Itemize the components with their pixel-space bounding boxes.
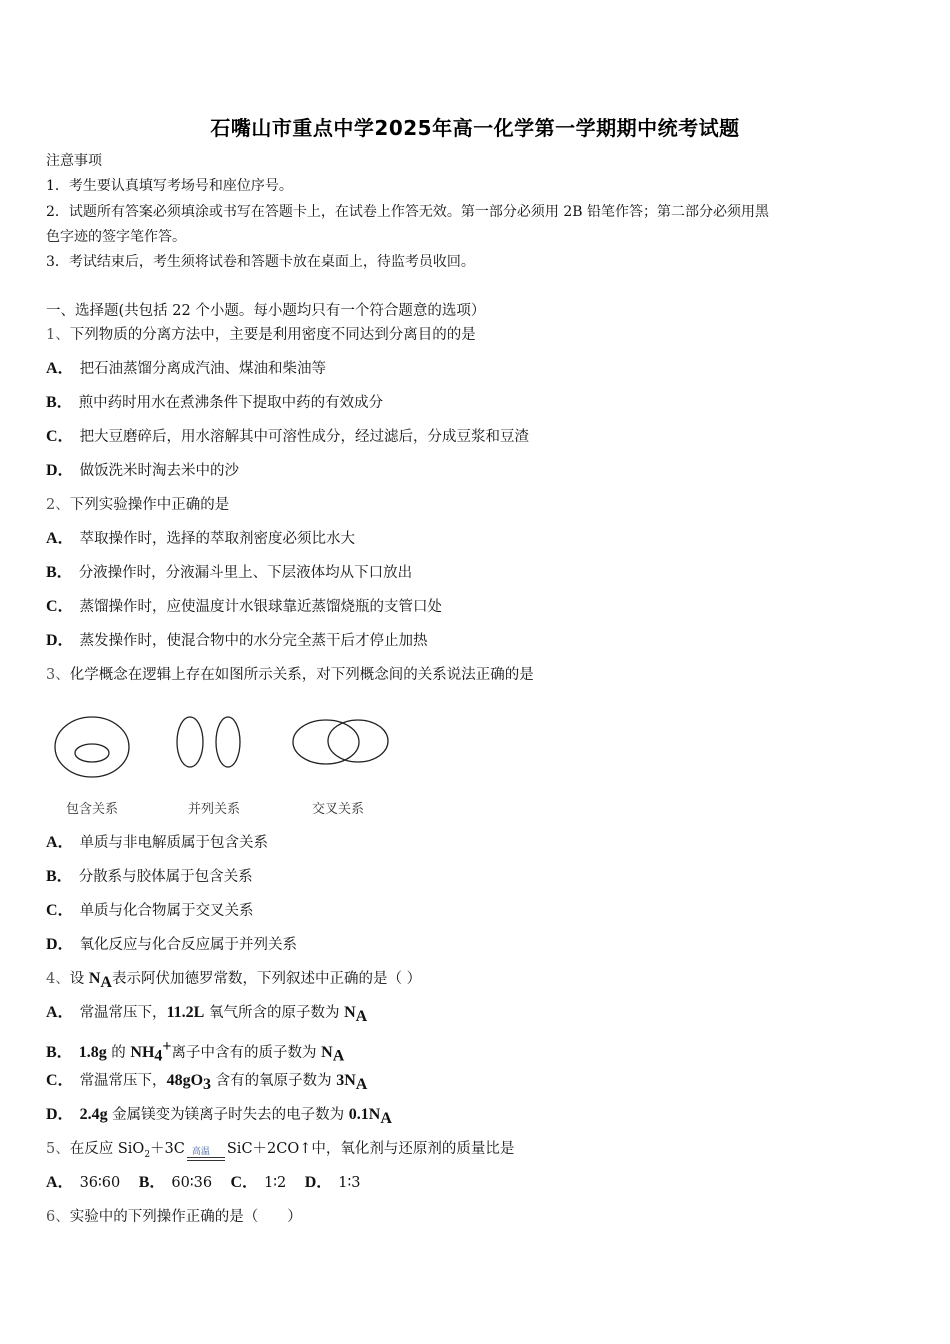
q4-option-d[interactable]: D． 2.4g 金属镁变为镁离子时失去的电子数为 $0.1N_A$: [46, 1106, 392, 1127]
question-4-stem: 4、设 $N_A$表示阿伏加德罗常数，下列叙述中正确的是（ ）: [46, 970, 422, 991]
q2-option-b[interactable]: B． 分液操作时，分液漏斗里上、下层液体均从下口放出: [46, 564, 413, 581]
notes-item: 色字迹的签字笔作答。: [46, 229, 186, 245]
notes-item: 3．考试结束后，考生须将试卷和答题卡放在桌面上，待监考员收回。: [46, 254, 475, 270]
q4-option-b[interactable]: B． 1.8g 的 $NH_4^+$离子中含有的质子数为 $N_A$: [46, 1038, 345, 1065]
q1-option-b[interactable]: B． 煎中药时用水在煮沸条件下提取中药的有效成分: [46, 394, 384, 411]
section-heading: 一、选择题(共包括 22 个小题。每小题均只有一个符合题意的选项）: [46, 303, 486, 319]
relation-ellipses-icon: [46, 710, 406, 795]
q2-option-c[interactable]: C． 蒸馏操作时，应使温度计水银球靠近蒸馏烧瓶的支管口处: [46, 598, 443, 615]
q5-option-c[interactable]: C． 1∶2: [230, 1174, 287, 1191]
question-1-stem: 1、下列物质的分离方法中，主要是利用密度不同达到分离目的的是: [46, 327, 476, 343]
q3-option-d[interactable]: D． 氧化反应与化合反应属于并列关系: [46, 936, 298, 953]
q3-option-c[interactable]: C． 单质与化合物属于交叉关系: [46, 902, 254, 919]
q2-option-a[interactable]: A． 萃取操作时，选择的萃取剂密度必须比水大: [46, 530, 356, 547]
page-title: 石嘴山市重点中学2025年高一化学第一学期期中统考试题: [210, 116, 740, 140]
relation-diagram: [46, 710, 406, 815]
diagram-label-parallel: 并列关系: [188, 802, 241, 817]
q1-option-d[interactable]: D． 做饭洗米时淘去米中的沙: [46, 462, 240, 479]
question-2-stem: 2、下列实验操作中正确的是: [46, 497, 230, 513]
q5-option-d[interactable]: D． 1∶3: [304, 1174, 361, 1191]
q3-option-a[interactable]: A． 单质与非电解质属于包含关系: [46, 834, 269, 851]
q5-option-b[interactable]: B． 60∶36: [138, 1174, 213, 1191]
question-5-stem: 5、在反应 SiO$_2$＋3C 高温 SiC＋2CO↑中，氧化剂与还原剂的质量比是: [46, 1139, 514, 1165]
diagram-label-contain: 包含关系: [66, 802, 119, 817]
question-6-stem: 6、实验中的下列操作正确的是（ ）: [46, 1209, 302, 1225]
q3-option-b[interactable]: B． 分散系与胶体属于包含关系: [46, 868, 253, 885]
q4-option-c[interactable]: C． 常温常压下，$48gO_3$ 含有的氧原子数为 $3N_A$: [46, 1072, 368, 1093]
q4-option-a[interactable]: A． 常温常压下，11.2L 氧气所含的原子数为 $N_A$: [46, 1004, 368, 1025]
q5-options: [46, 1173, 361, 1193]
q2-option-d[interactable]: D． 蒸发操作时，使混合物中的水分完全蒸干后才停止加热: [46, 632, 428, 649]
notes-heading: 注意事项: [46, 153, 102, 169]
question-number: 1、: [46, 327, 70, 343]
q5-option-a[interactable]: A． 36∶60: [46, 1174, 121, 1191]
q1-option-a[interactable]: A． 把石油蒸馏分离成汽油、煤油和柴油等: [46, 360, 327, 377]
question-3-stem: 3、化学概念在逻辑上存在如图所示关系，对下列概念间的关系说法正确的是: [46, 667, 534, 683]
notes-item: 2．试题所有答案必须填涂或书写在答题卡上，在试卷上作答无效。第一部分必须用 2B 铅笔作答；第二部分必须用黑: [46, 204, 769, 220]
reaction-condition-arrow: 高温: [187, 1145, 225, 1165]
q1-option-c[interactable]: C． 把大豆磨碎后，用水溶解其中可溶性成分，经过滤后，分成豆浆和豆渣: [46, 428, 530, 445]
diagram-label-intersect: 交叉关系: [312, 802, 365, 817]
notes-item: 1．考生要认真填写考场号和座位序号。: [46, 178, 293, 194]
